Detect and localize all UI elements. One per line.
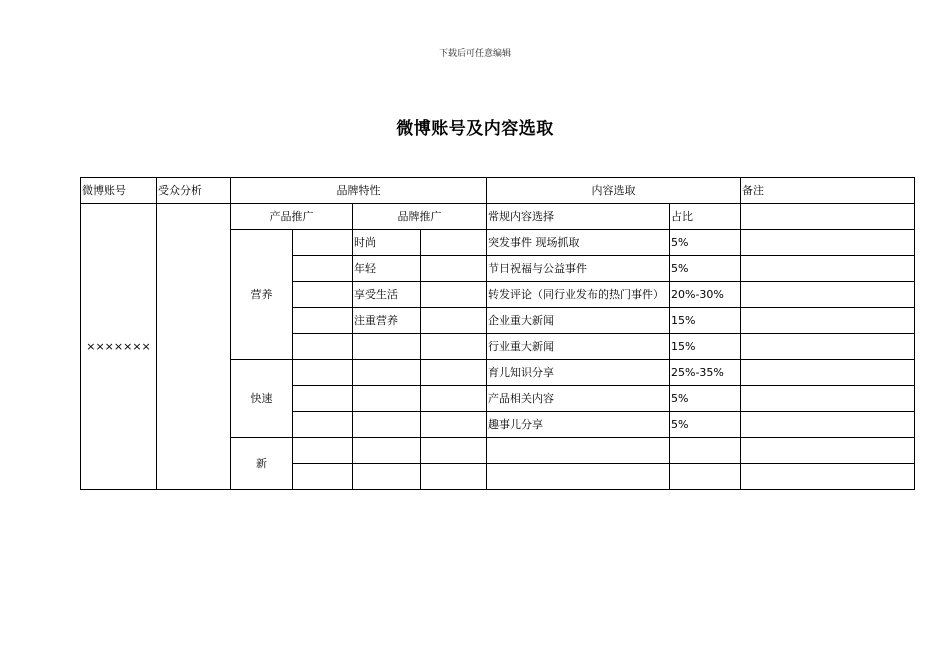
empty-cell [353, 438, 421, 464]
empty-cell [421, 464, 487, 490]
empty-cell [670, 464, 741, 490]
empty-cell [293, 360, 353, 386]
empty-cell [421, 282, 487, 308]
brand-keyword-cell: 注重营养 [353, 308, 421, 334]
empty-cell [353, 412, 421, 438]
empty-cell [421, 438, 487, 464]
empty-cell [421, 412, 487, 438]
category-cell: 营养 [231, 230, 293, 360]
empty-cell [293, 334, 353, 360]
empty-cell [353, 386, 421, 412]
content-cell: 产品相关内容 [487, 386, 670, 412]
subheader-brand-promo: 品牌推广 [353, 204, 487, 230]
remarks-cell [741, 230, 915, 256]
empty-cell [293, 386, 353, 412]
empty-cell [293, 230, 353, 256]
header-remarks: 备注 [741, 178, 915, 204]
category-cell: 快速 [231, 360, 293, 438]
content-cell: 突发事件 现场抓取 [487, 230, 670, 256]
empty-cell [421, 386, 487, 412]
subheader-product-promo: 产品推广 [231, 204, 353, 230]
remarks-cell [741, 308, 915, 334]
account-cell: ××××××× [81, 204, 157, 490]
empty-cell [293, 464, 353, 490]
remarks-cell [741, 438, 915, 464]
content-cell: 节日祝福与公益事件 [487, 256, 670, 282]
brand-keyword-cell: 享受生活 [353, 282, 421, 308]
ratio-cell: 5% [670, 256, 741, 282]
empty-cell [293, 256, 353, 282]
content-cell: 行业重大新闻 [487, 334, 670, 360]
remarks-cell [741, 464, 915, 490]
ratio-cell: 15% [670, 308, 741, 334]
empty-cell [293, 282, 353, 308]
subheader-regular-content: 常规内容选择 [487, 204, 670, 230]
ratio-cell: 5% [670, 386, 741, 412]
audience-cell [157, 204, 231, 490]
ratio-cell: 15% [670, 334, 741, 360]
header-audience: 受众分析 [157, 178, 231, 204]
empty-cell [487, 464, 670, 490]
content-cell: 趣事儿分享 [487, 412, 670, 438]
ratio-cell: 20%-30% [670, 282, 741, 308]
brand-keyword-cell: 年轻 [353, 256, 421, 282]
brand-keyword-cell: 时尚 [353, 230, 421, 256]
empty-cell [293, 412, 353, 438]
remarks-cell [741, 334, 915, 360]
empty-cell [421, 230, 487, 256]
empty-cell [421, 360, 487, 386]
empty-cell [353, 334, 421, 360]
header-brand-traits: 品牌特性 [231, 178, 487, 204]
empty-cell [421, 256, 487, 282]
empty-cell [421, 308, 487, 334]
table-subheader-row [81, 204, 915, 230]
empty-cell [293, 438, 353, 464]
remarks-cell [741, 412, 915, 438]
empty-cell [353, 360, 421, 386]
remarks-cell [741, 360, 915, 386]
ratio-cell: 5% [670, 230, 741, 256]
empty-cell [353, 464, 421, 490]
empty-cell [670, 438, 741, 464]
header-note: 下载后可任意编辑 [438, 49, 511, 59]
subheader-ratio: 占比 [670, 204, 741, 230]
content-cell: 转发评论（同行业发布的热门事件） [487, 282, 670, 308]
header-account: 微博账号 [81, 178, 157, 204]
remarks-cell [741, 386, 915, 412]
empty-cell [293, 308, 353, 334]
content-cell: 育儿知识分享 [487, 360, 670, 386]
table-header-row [81, 178, 915, 204]
content-cell: 企业重大新闻 [487, 308, 670, 334]
category-cell: 新 [231, 438, 293, 490]
page-title: 微博账号及内容选取 [396, 119, 554, 139]
remarks-cell [741, 282, 915, 308]
empty-cell [421, 334, 487, 360]
ratio-cell: 25%-35% [670, 360, 741, 386]
remarks-cell [741, 204, 915, 230]
content-table [80, 177, 915, 490]
remarks-cell [741, 256, 915, 282]
empty-cell [487, 438, 670, 464]
header-content: 内容选取 [487, 178, 741, 204]
ratio-cell: 5% [670, 412, 741, 438]
